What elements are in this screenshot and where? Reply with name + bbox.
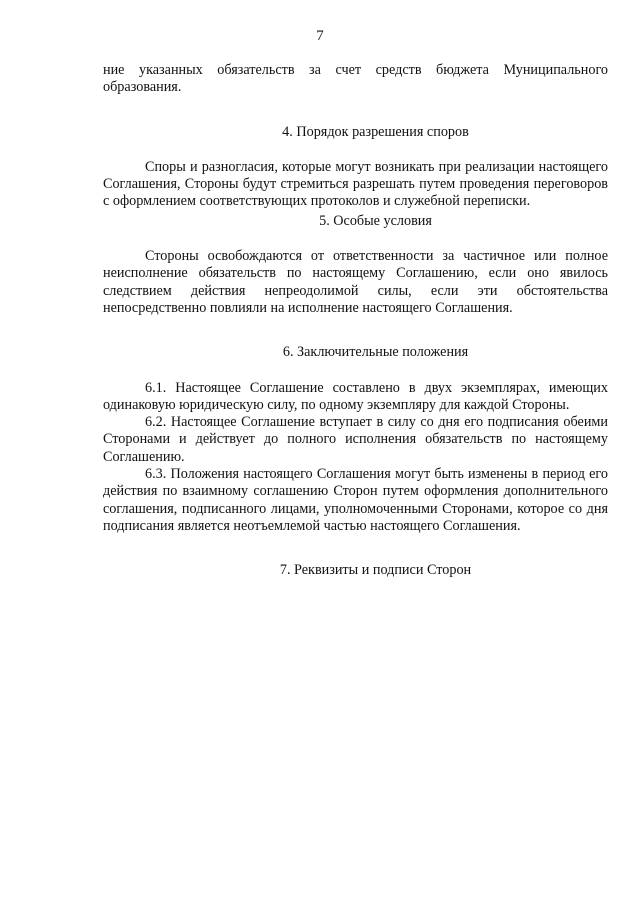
paragraph-disputes: Споры и разногласия, которые могут возникать при реализации настоящего Соглашения, Стороны будут стремиться разрешать путем проведения переговоров с оформлением соответствующих протоколов и служебной переписки. <box>103 158 608 210</box>
section-title-requisites: 7. Реквизиты и подписи Сторон <box>279 562 472 579</box>
document-body <box>103 62 608 580</box>
section-title-disputes: 4. Порядок разрешения споров <box>282 123 469 140</box>
continuation-paragraph: ние указанных обязательств за счет средств бюджета Муниципального образования. <box>103 62 608 96</box>
section-title-final-provisions: 6. Заключительные положения <box>282 344 469 361</box>
paragraph-special-conditions: Стороны освобождаются от ответственности за частичное или полное неисполнение обязательств по настоящему Соглашению, если оно явилось следствием действия непреодолимой силы, если эти обстоятельства непосредственно повлияли на исполнение настоящего Соглашения. <box>103 248 608 316</box>
paragraph-6-3: 6.3. Положения настоящего Соглашения могут быть изменены в период его действия по взаимному соглашению Сторон путем оформления дополнительного соглашения, подписанного лицами, уполномоченными Сторонами, которое со дня подписания является неотъемлемой частью настоящего Соглашения. <box>103 466 608 534</box>
page-number: 7 <box>316 28 324 44</box>
section-title-special-conditions: 5. Особые условия <box>319 212 432 229</box>
paragraph-6-2: 6.2. Настоящее Соглашение вступает в силу со дня его подписания обеими Сторонами и действует до полного исполнения обязательств по настоящему Соглашению. <box>103 414 608 465</box>
paragraph-6-1: 6.1. Настоящее Соглашение составлено в двух экземплярах, имеющих одинаковую юридическую силу, по одному экземпляру для каждой Стороны. <box>103 379 608 413</box>
